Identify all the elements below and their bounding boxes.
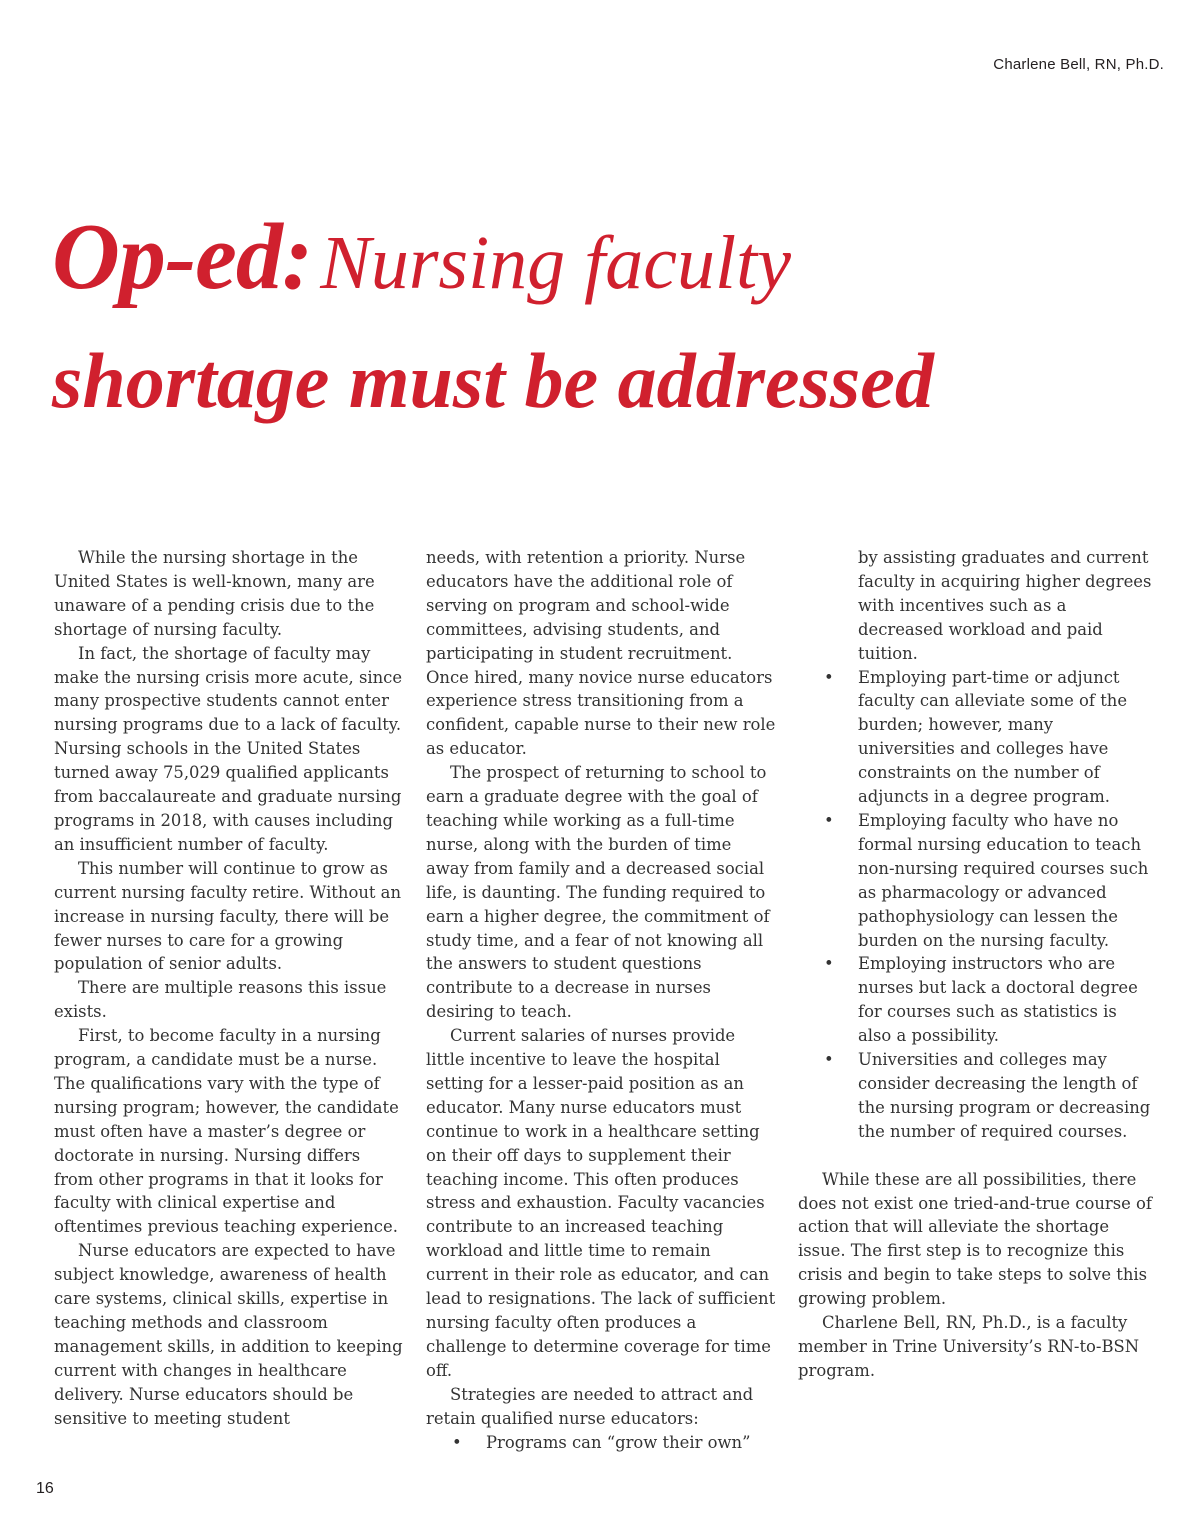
page-number: 16 xyxy=(36,1480,54,1497)
paragraph: In fact, the shortage of faculty may make the nursing crisis more acute, since many prospective students cannot enter nursing programs due to a lack of faculty. Nursing schools in the United States turned away 75,029 qualified applicants from baccalaureate and graduate nursing programs in 2018, with causes including an insufficient number of faculty. xyxy=(54,643,403,854)
list-item: • Employing part-time or adjunct faculty can alleviate some of the burden; however, many universities and colleges have constraints on the number of adjuncts in a degree program. xyxy=(798,666,1153,809)
headline-kicker: Op-ed: xyxy=(52,205,313,309)
list-item-continuation: by assisting graduates and current faculty in acquiring higher degrees with incentives such as a decreased workload and paid tuition. xyxy=(858,548,1152,663)
paragraph: First, to become faculty in a nursing program, a candidate must be a nurse. The qualifications vary with the type of nursing program; however, the candidate must often have a master’s degree or doctorate in nursing. Nursing differs from other programs in that it looks for faculty with clinical expertise and oftentimes previous teaching experience. xyxy=(54,1026,399,1237)
headline-title-part-1: Nursing faculty xyxy=(320,221,791,305)
paragraph: While these are all possibilities, there does not exist one tried-and-true course of action that will alleviate the shortage issue. The first step is to recognize this crisis and begin to take steps to solve this growing problem. xyxy=(798,1169,1152,1309)
paragraph: While the nursing shortage in the United States is well-known, many are unaware of a pending crisis due to the shortage of nursing faculty. xyxy=(54,548,375,639)
paragraph: This number will continue to grow as current nursing faculty retire. Without an increase in nursing faculty, there will be fewer nurses to care for a growing population of senior adults. xyxy=(54,858,402,974)
author-byline: Charlene Bell, RN, Ph.D. xyxy=(993,56,1164,73)
article-column-1 xyxy=(54,546,404,1431)
strategy-list xyxy=(426,1431,778,1455)
article-column-2 xyxy=(426,546,778,1454)
article-headline xyxy=(52,205,1172,424)
paragraph: Strategies are needed to attract and retain qualified nurse educators: xyxy=(426,1384,754,1428)
author-bio: Charlene Bell, RN, Ph.D., is a faculty member in Trine University’s RN-to-BSN program. xyxy=(798,1313,1140,1380)
spacer xyxy=(798,1144,1153,1168)
strategy-list xyxy=(798,666,1153,1144)
paragraph: needs, with retention a priority. Nurse educators have the additional role of serving on program and school-wide committees, advising students, and participating in student recruitment. Once hired, many novice nurse educators experience stress transitioning from a confident, capable nurse to their new role as educator. xyxy=(426,548,776,759)
paragraph: The prospect of returning to school to earn a graduate degree with the goal of teaching while working as a full-time nurse, along with the burden of time away from family and a decreased social life, is daunting. The funding required to earn a higher degree, the commitment of study time, and a fear of not knowing all the answers to student questions contribute to a decrease in nurses desiring to teach. xyxy=(426,763,770,1022)
list-item: • Employing faculty who have no formal nursing education to teach non-nursing required courses such as pharmacology or advanced pathophysiology can lessen the burden on the nursing faculty. xyxy=(798,809,1153,952)
paragraph: There are multiple reasons this issue exists. xyxy=(54,978,387,1022)
article-column-3 xyxy=(798,546,1153,1383)
headline-line-1 xyxy=(52,205,1172,330)
list-item: • Programs can “grow their own” xyxy=(426,1431,778,1455)
list-item: • Employing instructors who are nurses but lack a doctoral degree for courses such as statistics is also a possibility. xyxy=(798,952,1153,1048)
paragraph: Current salaries of nurses provide little incentive to leave the hospital setting for a lesser-paid position as an educator. Many nurse educators must continue to work in a healthcare setting on their off days to supplement their teaching income. This often produces stress and exhaustion. Faculty vacancies contribute to an increased teaching workload and little time to remain current in their role as educator, and can lead to resignations. The lack of sufficient nursing faculty often produces a challenge to determine coverage for time off. xyxy=(426,1026,776,1380)
paragraph: Nurse educators are expected to have subject knowledge, awareness of health care systems, clinical skills, expertise in teaching methods and classroom management skills, in addition to keeping current with changes in healthcare delivery. Nurse educators should be sensitive to meeting student xyxy=(54,1241,403,1428)
headline-title-part-2: shortage must be addressed xyxy=(52,337,934,424)
list-item: • Universities and colleges may consider decreasing the length of the nursing program or decreasing the number of required courses. xyxy=(798,1048,1153,1144)
